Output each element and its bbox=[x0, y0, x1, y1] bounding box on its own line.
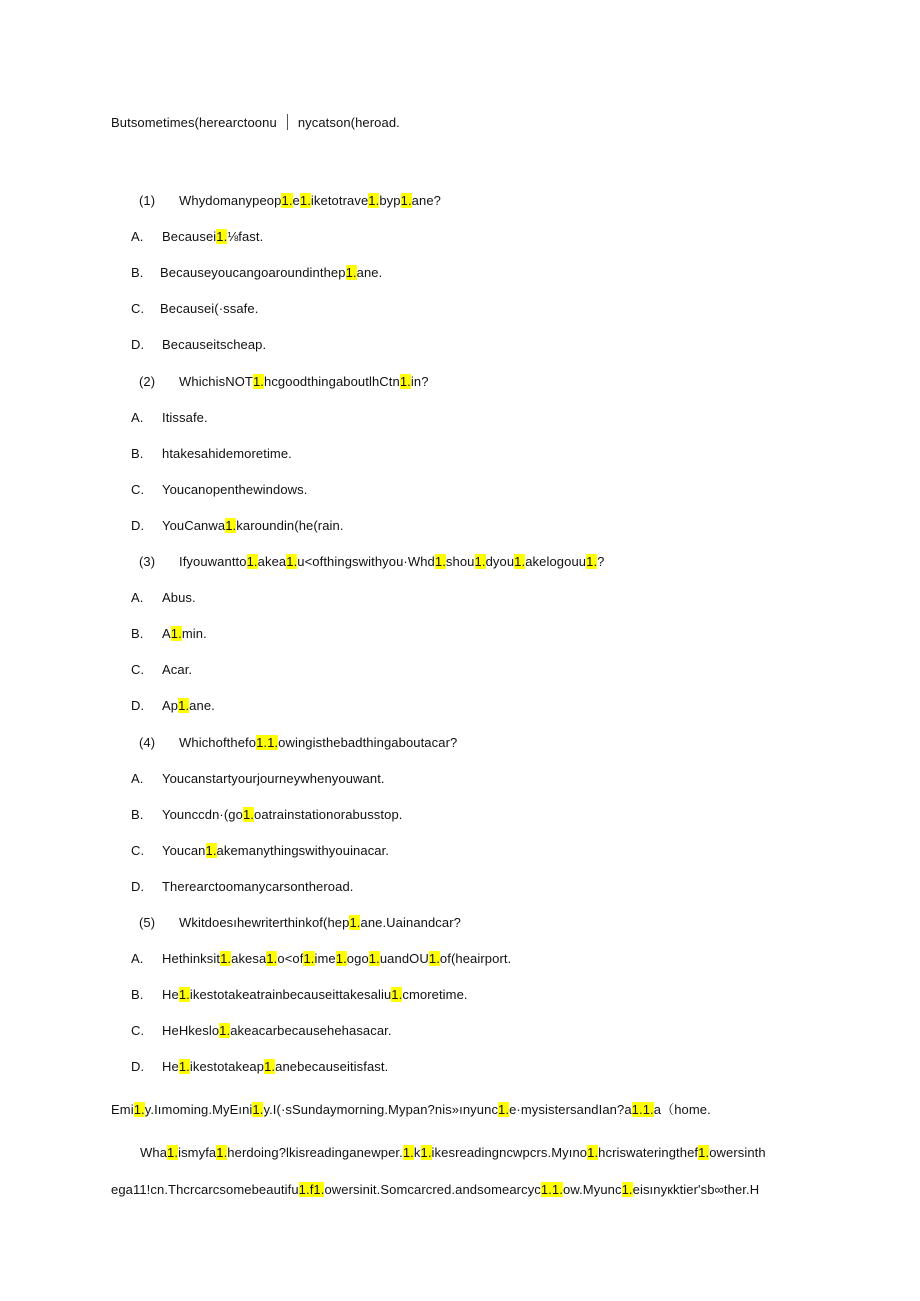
question-number: (1) bbox=[139, 193, 156, 208]
text-run: shou bbox=[445, 554, 475, 569]
option-letter: D. bbox=[131, 337, 145, 352]
highlighted-text: 1. bbox=[368, 951, 380, 966]
option-text bbox=[162, 951, 511, 966]
highlighted-text: 1. bbox=[391, 987, 403, 1002]
answer-option bbox=[131, 879, 354, 894]
highlighted-text: 1. bbox=[178, 1059, 190, 1074]
option-text bbox=[162, 987, 468, 1002]
highlighted-text: 1. bbox=[399, 374, 411, 389]
text-run: ikestotakeap bbox=[189, 1059, 265, 1074]
text-run: a bbox=[653, 1102, 662, 1117]
text-run: akea bbox=[257, 554, 287, 569]
text-run: owersinit.Somcarcred.andsomearcyc bbox=[324, 1182, 541, 1197]
highlighted-text: 1. bbox=[178, 698, 190, 713]
text-run: byp bbox=[379, 193, 401, 208]
highlighted-text: 1.f1. bbox=[298, 1182, 325, 1197]
text-run: Itissafe. bbox=[162, 410, 208, 425]
highlighted-text: 1. bbox=[400, 193, 412, 208]
option-text bbox=[162, 879, 354, 894]
highlighted-text: 1. bbox=[216, 229, 228, 244]
passage-line bbox=[111, 1099, 711, 1118]
highlighted-text: 1. bbox=[286, 554, 298, 569]
highlighted-text: 1.1. bbox=[256, 735, 279, 750]
question-text bbox=[179, 374, 429, 389]
option-text bbox=[162, 446, 292, 461]
highlighted-text: 1. bbox=[266, 951, 278, 966]
option-text bbox=[162, 698, 215, 713]
text-run: akemanythingswithyouinacar. bbox=[216, 843, 390, 858]
answer-option bbox=[131, 518, 344, 533]
text-run: hcriswateringthef bbox=[598, 1145, 699, 1160]
answer-option bbox=[131, 987, 468, 1002]
highlighted-text: 1. bbox=[514, 554, 526, 569]
option-letter: D. bbox=[131, 879, 145, 894]
text-run: htakesahidemoretime. bbox=[162, 446, 292, 461]
text-run: o<of bbox=[277, 951, 304, 966]
text-run: k bbox=[413, 1145, 421, 1160]
option-text bbox=[162, 626, 207, 641]
option-text bbox=[162, 337, 266, 352]
option-letter: D. bbox=[131, 1059, 145, 1074]
option-letter: A. bbox=[131, 771, 144, 786]
highlighted-text: 1. bbox=[474, 554, 486, 569]
answer-option bbox=[131, 662, 192, 677]
option-text bbox=[162, 771, 385, 786]
intro-text-b: nycatson(heroad. bbox=[297, 115, 400, 130]
question-stem bbox=[139, 374, 429, 389]
text-run: oatrainstationorabusstop. bbox=[254, 807, 403, 822]
text-run: Whichofthefo bbox=[179, 735, 257, 750]
highlighted-text: 1. bbox=[349, 915, 361, 930]
question-stem bbox=[139, 554, 605, 569]
text-run: y.Iımoming.MyEıni bbox=[144, 1102, 253, 1117]
highlighted-text: 1. bbox=[220, 951, 232, 966]
text-run: u<ofthingswithyou·Whd bbox=[297, 554, 435, 569]
option-letter: A. bbox=[131, 951, 144, 966]
option-text bbox=[162, 590, 196, 605]
text-run: ikestotakeatrainbecauseittakesaliu bbox=[189, 987, 392, 1002]
answer-option bbox=[131, 698, 215, 713]
option-text bbox=[162, 807, 402, 822]
highlighted-text: 1. bbox=[586, 554, 598, 569]
text-run: YouCanwa bbox=[162, 518, 226, 533]
text-run: Becauseitscheap. bbox=[162, 337, 267, 352]
highlighted-text: 1. bbox=[335, 951, 347, 966]
question-number: (3) bbox=[139, 554, 156, 569]
option-text bbox=[160, 301, 258, 316]
text-run: ogo bbox=[346, 951, 369, 966]
text-run: ane? bbox=[411, 193, 441, 208]
text-run: WhichisNOT bbox=[179, 374, 253, 389]
option-text bbox=[162, 1059, 388, 1074]
passage-line bbox=[140, 1145, 766, 1160]
option-letter: B. bbox=[131, 987, 144, 1002]
option-letter: B. bbox=[131, 446, 144, 461]
text-run: hcgoodthingaboutlhCtn bbox=[264, 374, 400, 389]
text-run: of(heairport. bbox=[439, 951, 512, 966]
question-stem bbox=[139, 915, 461, 930]
text-run: Youcan bbox=[162, 843, 206, 858]
text-run: ane.Uainandcar? bbox=[360, 915, 462, 930]
answer-option bbox=[131, 265, 382, 280]
text-run: HeHkeslo bbox=[162, 1023, 220, 1038]
text-run: ismyfa bbox=[178, 1145, 217, 1160]
answer-option bbox=[131, 229, 263, 244]
highlighted-text: 1. bbox=[264, 1059, 276, 1074]
question-number: (5) bbox=[139, 915, 156, 930]
answer-option bbox=[131, 771, 385, 786]
text-run: ane. bbox=[189, 698, 215, 713]
option-text bbox=[160, 265, 382, 280]
highlighted-text: 1. bbox=[303, 951, 315, 966]
highlighted-text: 1. bbox=[225, 518, 237, 533]
vertical-bar-mark bbox=[287, 114, 288, 130]
option-text bbox=[162, 482, 307, 497]
option-text bbox=[162, 662, 192, 677]
option-letter: B. bbox=[131, 626, 144, 641]
text-run: Becauseyoucangoaroundinthep bbox=[160, 265, 346, 280]
question-text bbox=[179, 735, 457, 750]
text-run: e·mysistersandIan?a bbox=[509, 1102, 632, 1117]
intro-line bbox=[111, 114, 400, 130]
question-text bbox=[179, 915, 461, 930]
option-letter: C. bbox=[131, 482, 145, 497]
text-run: dyou bbox=[485, 554, 515, 569]
option-text bbox=[162, 518, 344, 533]
text-run: e bbox=[292, 193, 300, 208]
text-run: Whydomanypeop bbox=[179, 193, 282, 208]
text-run: Acar. bbox=[162, 662, 193, 677]
highlighted-text: 1. bbox=[498, 1102, 510, 1117]
text-run: Ifyouwantto bbox=[179, 554, 247, 569]
highlighted-text: 1. bbox=[345, 265, 357, 280]
option-text bbox=[162, 843, 389, 858]
option-letter: D. bbox=[131, 518, 145, 533]
text-run: Emi bbox=[111, 1102, 134, 1117]
intro-text-a: Butsometimes(herearctoonu bbox=[111, 115, 277, 130]
option-text bbox=[162, 229, 263, 244]
text-run: Becausei bbox=[162, 229, 217, 244]
text-run: Wkitdoesıhewriterthinkof(hep bbox=[179, 915, 350, 930]
highlighted-text: 1. bbox=[299, 193, 311, 208]
text-run: A bbox=[162, 626, 171, 641]
text-run: ane. bbox=[356, 265, 383, 280]
answer-option bbox=[131, 301, 258, 316]
highlighted-text: 1.1. bbox=[540, 1182, 563, 1197]
highlighted-text: 1. bbox=[420, 1145, 432, 1160]
option-letter: A. bbox=[131, 410, 144, 425]
highlighted-text: 1. bbox=[178, 987, 190, 1002]
highlighted-text: 1. bbox=[246, 554, 258, 569]
text-run: ega11!cn.Thcrcarcsomebeautifu bbox=[111, 1182, 299, 1197]
text-run: Younccdn·(go bbox=[162, 807, 243, 822]
text-run: （home. bbox=[661, 1102, 711, 1117]
text-run: Youcanstartyourjourneywhenyouwant. bbox=[162, 771, 385, 786]
option-letter: C. bbox=[131, 1023, 145, 1038]
answer-option bbox=[131, 807, 402, 822]
text-run: min. bbox=[181, 626, 207, 641]
text-run: uandOU bbox=[379, 951, 429, 966]
highlighted-text: 1. bbox=[434, 554, 446, 569]
option-letter: B. bbox=[131, 807, 144, 822]
option-letter: C. bbox=[131, 843, 145, 858]
option-letter: D. bbox=[131, 698, 145, 713]
text-run: ? bbox=[597, 554, 605, 569]
text-run: akelogouu bbox=[525, 554, 587, 569]
text-run: akeacarbecausehehasacar. bbox=[230, 1023, 392, 1038]
highlighted-text: 1.1. bbox=[631, 1102, 654, 1117]
highlighted-text: 1. bbox=[402, 1145, 414, 1160]
text-run: anebecauseitisfast. bbox=[275, 1059, 389, 1074]
text-run: in? bbox=[410, 374, 429, 389]
question-text bbox=[179, 554, 605, 569]
text-run: karoundin(he(rain. bbox=[236, 518, 344, 533]
highlighted-text: 1. bbox=[252, 1102, 264, 1117]
text-run: Therearctoomanycarsontheroad. bbox=[162, 879, 354, 894]
question-text bbox=[179, 193, 441, 208]
text-run: owingisthebadthingaboutacar? bbox=[278, 735, 458, 750]
question-number: (4) bbox=[139, 735, 156, 750]
highlighted-text: 1. bbox=[698, 1145, 710, 1160]
text-run: Hethinksit bbox=[162, 951, 221, 966]
text-run: akesa bbox=[231, 951, 267, 966]
text-run: Youcanopenthewindows. bbox=[162, 482, 308, 497]
answer-option bbox=[131, 1023, 392, 1038]
text-run: herdoing?lkisreadinganewper. bbox=[227, 1145, 403, 1160]
text-run: ow.Myunc bbox=[562, 1182, 622, 1197]
highlighted-text: 1. bbox=[428, 951, 440, 966]
option-letter: B. bbox=[131, 265, 144, 280]
question-stem bbox=[139, 193, 441, 208]
text-run: He bbox=[162, 987, 179, 1002]
highlighted-text: 1. bbox=[216, 1145, 228, 1160]
answer-option bbox=[131, 590, 196, 605]
answer-option bbox=[131, 482, 307, 497]
answer-option bbox=[131, 951, 511, 966]
question-number: (2) bbox=[139, 374, 156, 389]
option-letter: C. bbox=[131, 662, 145, 677]
highlighted-text: 1. bbox=[167, 1145, 179, 1160]
option-text bbox=[162, 410, 208, 425]
option-text bbox=[162, 1023, 392, 1038]
question-stem bbox=[139, 735, 457, 750]
text-run: ikesreadingncwpcrs.Myıno bbox=[431, 1145, 588, 1160]
answer-option bbox=[131, 843, 389, 858]
text-run: ime bbox=[314, 951, 336, 966]
text-run: Becausei(·ssafe. bbox=[160, 301, 259, 316]
highlighted-text: 1. bbox=[242, 807, 254, 822]
highlighted-text: 1. bbox=[621, 1182, 633, 1197]
highlighted-text: 1. bbox=[368, 193, 380, 208]
text-run: cmoretime. bbox=[402, 987, 468, 1002]
highlighted-text: 1. bbox=[133, 1102, 145, 1117]
text-run: He bbox=[162, 1059, 179, 1074]
option-letter: C. bbox=[131, 301, 145, 316]
text-run: eisınyкktier'sb∞ther.H bbox=[632, 1182, 760, 1197]
highlighted-text: 1. bbox=[281, 193, 293, 208]
highlighted-text: 1. bbox=[170, 626, 182, 641]
text-run: y.I(·sSundaymorning.Mypan?nis»ınyunc bbox=[263, 1102, 499, 1117]
text-run: Abus. bbox=[162, 590, 196, 605]
answer-option bbox=[131, 626, 207, 641]
text-run: Ap bbox=[162, 698, 179, 713]
text-run: owersinth bbox=[709, 1145, 766, 1160]
text-run: ⅛fast. bbox=[227, 229, 264, 244]
text-run: iketotrave bbox=[310, 193, 369, 208]
option-letter: A. bbox=[131, 590, 144, 605]
text-run: Wha bbox=[140, 1145, 168, 1160]
highlighted-text: 1. bbox=[205, 843, 217, 858]
highlighted-text: 1. bbox=[587, 1145, 599, 1160]
answer-option bbox=[131, 1059, 388, 1074]
answer-option bbox=[131, 410, 208, 425]
passage-line bbox=[111, 1182, 759, 1197]
highlighted-text: 1. bbox=[219, 1023, 231, 1038]
option-letter: A. bbox=[131, 229, 144, 244]
highlighted-text: 1. bbox=[252, 374, 264, 389]
answer-option bbox=[131, 446, 292, 461]
answer-option bbox=[131, 337, 266, 352]
